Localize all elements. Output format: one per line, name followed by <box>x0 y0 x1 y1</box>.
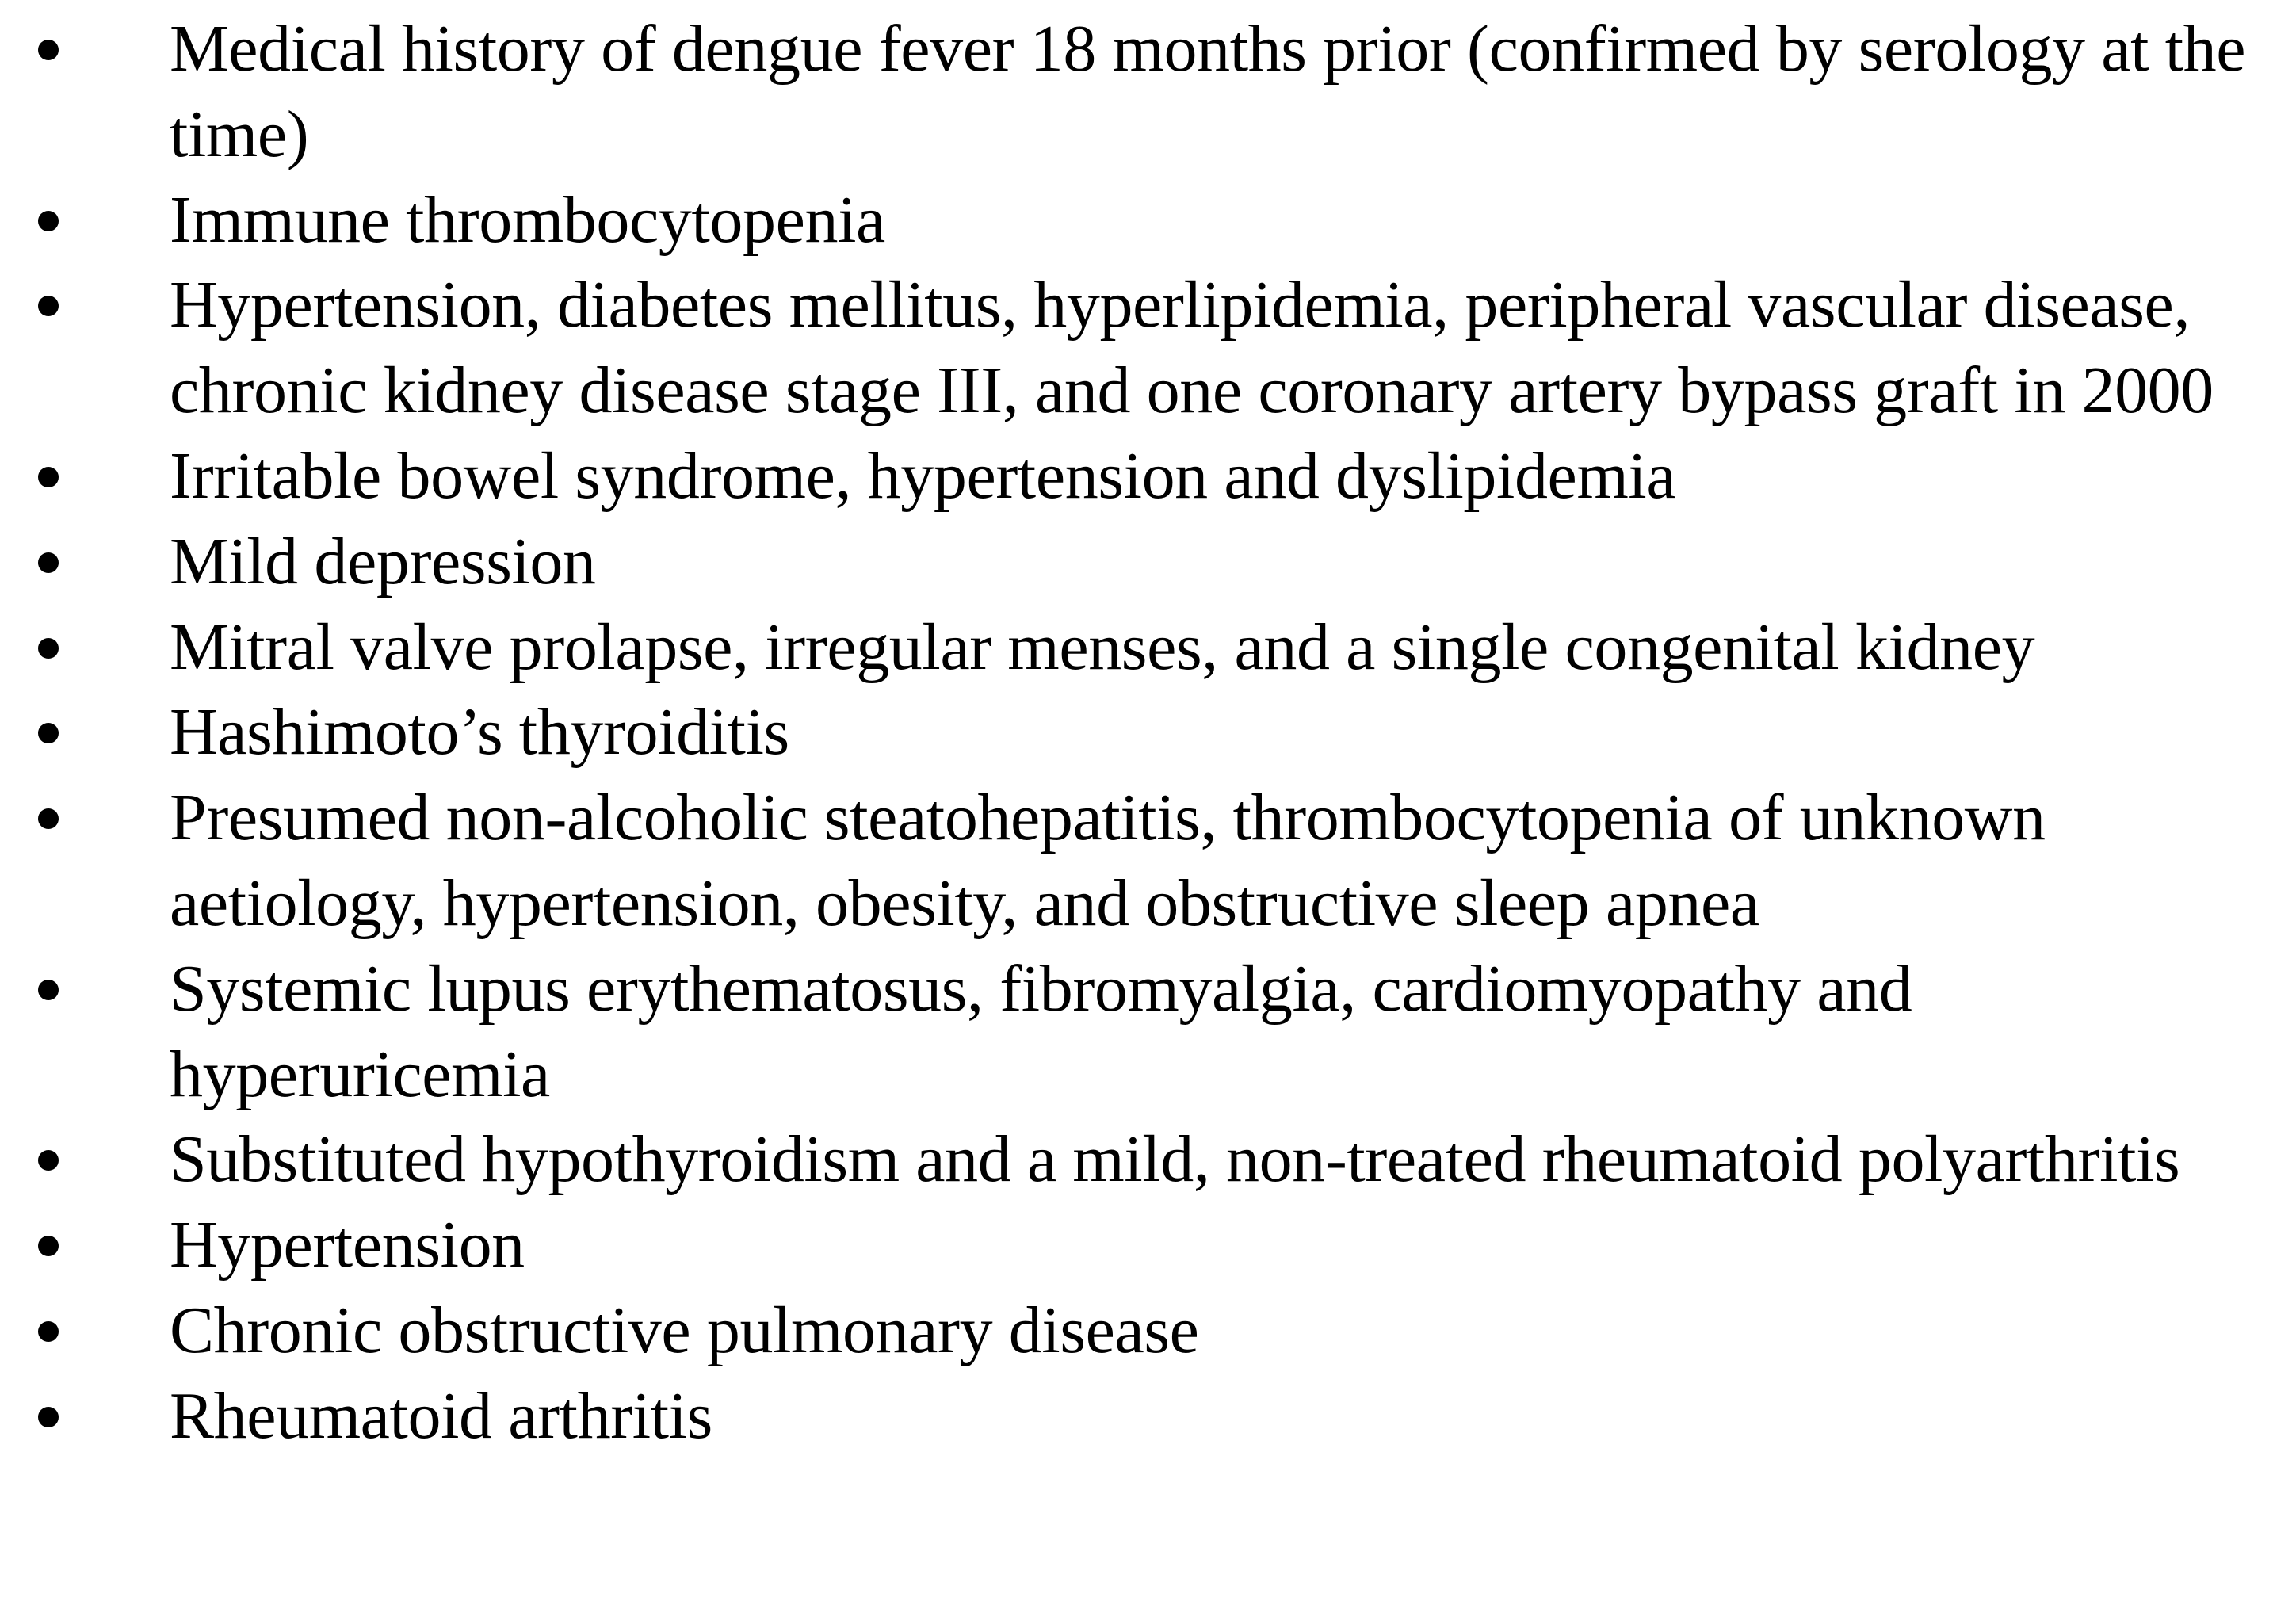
list-item <box>0 1374 2296 1459</box>
list-item <box>0 434 2296 519</box>
list-item <box>0 946 2296 1118</box>
bullet-icon <box>38 467 59 487</box>
list-item-text: Rheumatoid arthritis <box>170 1378 712 1453</box>
list-item-text: Chronic obstructive pulmonary disease <box>170 1293 1199 1367</box>
bullet-icon <box>38 980 59 1000</box>
bullet-icon <box>38 1407 59 1427</box>
bullet-icon <box>38 552 59 573</box>
list-item-text: Hashimoto’s thyroiditis <box>170 695 789 770</box>
bullet-icon <box>38 296 59 316</box>
list-item <box>0 6 2296 178</box>
list-item <box>0 519 2296 605</box>
bullet-icon <box>38 1150 59 1171</box>
list-item-text: Hypertension <box>170 1208 525 1282</box>
bullet-icon <box>38 638 59 659</box>
list-item-text: Mitral valve prolapse, irregular menses, and a single congenital kidney <box>170 609 2035 684</box>
bullet-icon <box>38 808 59 829</box>
document-page <box>0 6 2296 1459</box>
list-item <box>0 1202 2296 1288</box>
list-item-text: Presumed non-alcoholic steatohepatitis, thrombocytopenia of unknown aetiology, hypertension, obesity, and obstructive sleep apnea <box>170 781 2046 940</box>
list-item-text: Irritable bowel syndrome, hypertension and dyslipidemia <box>170 438 1676 513</box>
list-item-text: Mild depression <box>170 524 596 598</box>
list-item-text: Systemic lupus erythematosus, fibromyalgia, cardiomyopathy and hyperuricemia <box>170 951 1912 1111</box>
list-item <box>0 1117 2296 1202</box>
bullet-icon <box>38 1321 59 1342</box>
medical-history-list <box>0 6 2296 1459</box>
list-item <box>0 775 2296 946</box>
list-item <box>0 605 2296 690</box>
list-item <box>0 262 2296 434</box>
bullet-icon <box>38 40 59 60</box>
list-item <box>0 1288 2296 1374</box>
list-item-text: Medical history of dengue fever 18 months prior (confirmed by serology at the time) <box>170 12 2246 171</box>
list-item-text: Hypertension, diabetes mellitus, hyperlipidemia, peripheral vascular disease, chronic kidney disease stage III, and one coronary artery bypass graft in 2000 <box>170 268 2214 428</box>
list-item <box>0 690 2296 775</box>
list-item <box>0 178 2296 263</box>
bullet-icon <box>38 211 59 231</box>
bullet-icon <box>38 1236 59 1256</box>
list-item-text: Substituted hypothyroidism and a mild, non-treated rheumatoid polyarthritis <box>170 1122 2180 1197</box>
list-item-text: Immune thrombocytopenia <box>170 182 885 257</box>
bullet-icon <box>38 723 59 743</box>
